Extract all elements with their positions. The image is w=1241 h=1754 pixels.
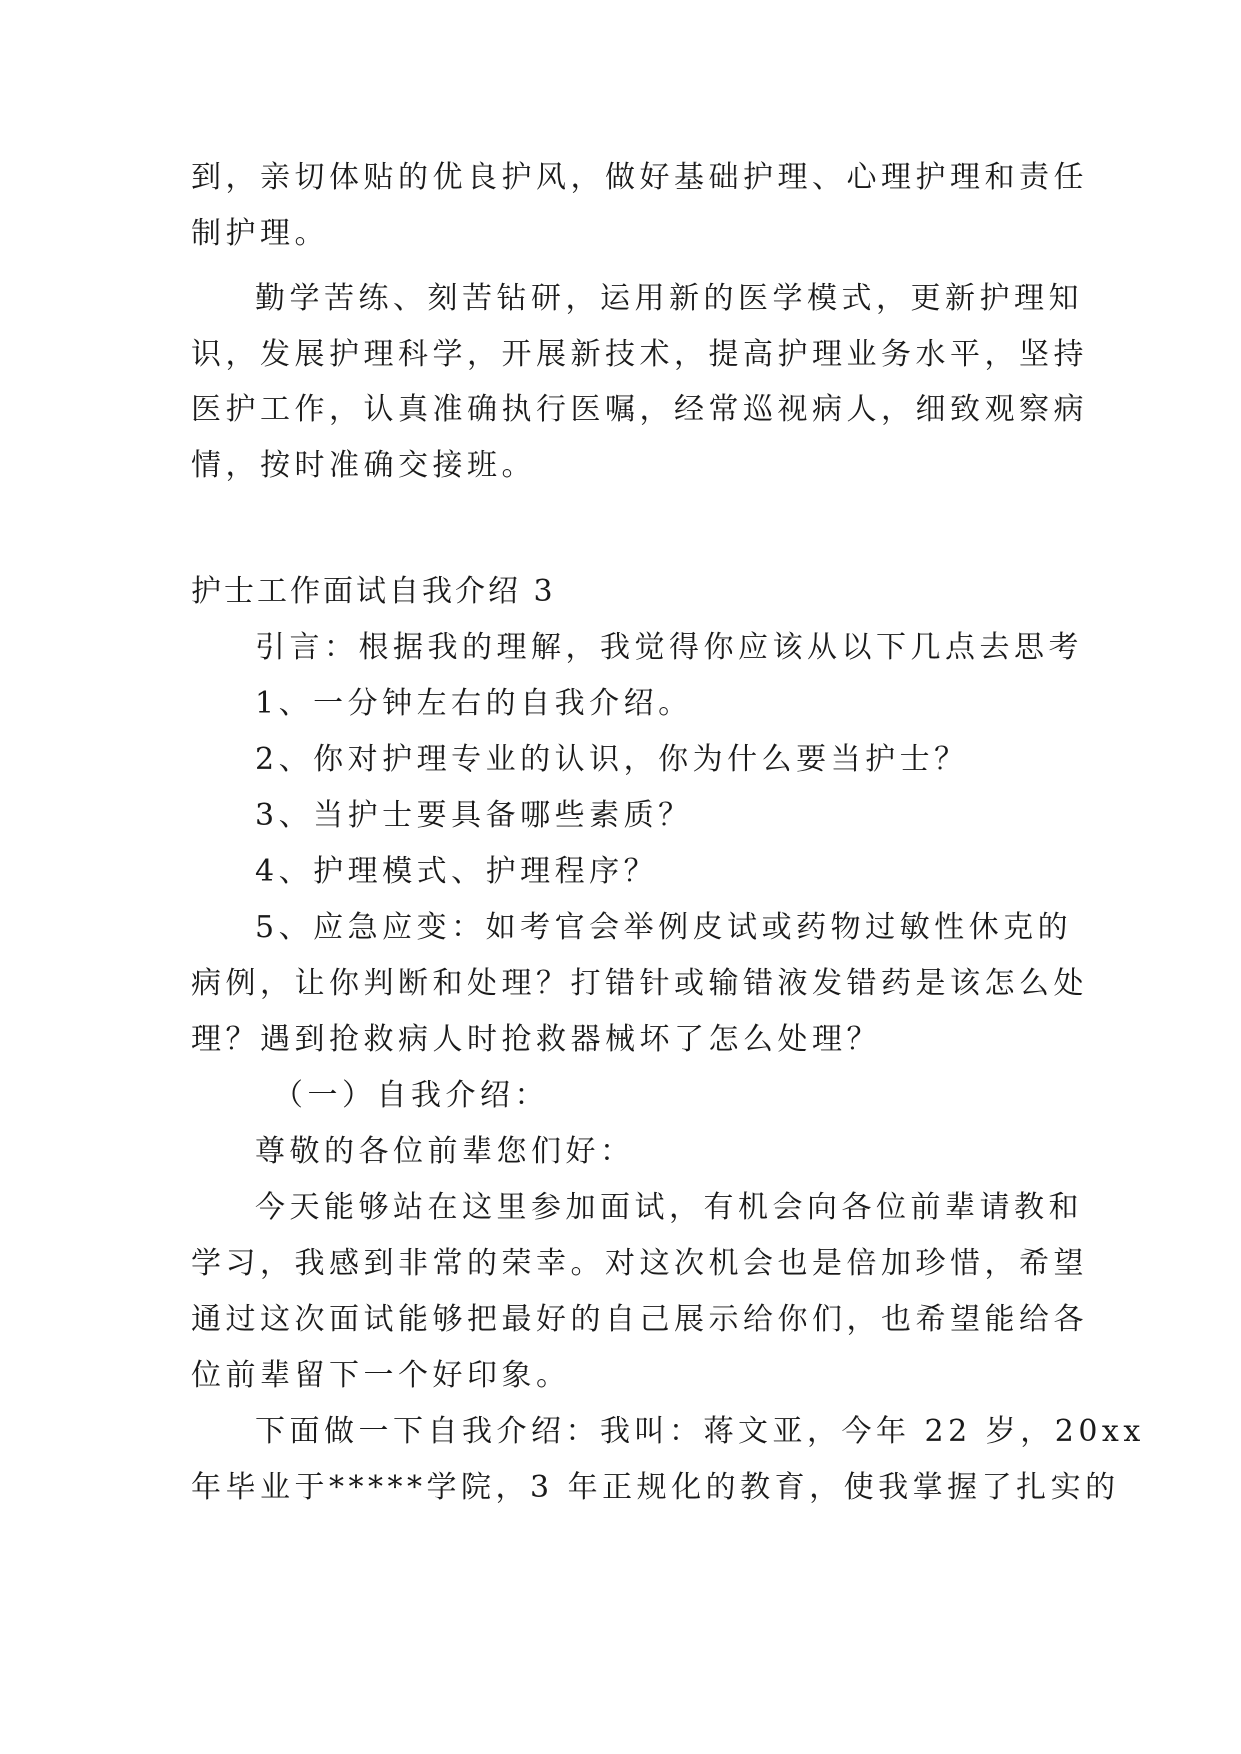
paragraph-line: 制护理。 [191, 216, 329, 251]
list-item: 4、护理模式、护理程序？ [255, 854, 659, 889]
paragraph-line: 引言：根据我的理解，我觉得你应该从以下几点去思考 [255, 630, 1083, 665]
paragraph-line: 下面做一下自我介绍：我叫：蒋文亚，今年 22 岁，20xx [255, 1414, 1145, 1449]
paragraph-line: 年毕业于*****学院，3 年正规化的教育，使我掌握了扎实的 [191, 1470, 1120, 1505]
salutation: 尊敬的各位前辈您们好： [255, 1134, 635, 1169]
section-heading: 护士工作面试自我介绍 3 [191, 574, 556, 609]
paragraph-line: 病例，让你判断和处理？打错针或输错液发错药是该怎么处 [191, 966, 1088, 1001]
paragraph-line: 位前辈留下一个好印象。 [191, 1358, 571, 1393]
paragraph-line: 理？遇到抢救病人时抢救器械坏了怎么处理？ [191, 1022, 881, 1057]
list-item: 1、一分钟左右的自我介绍。 [255, 686, 693, 721]
paragraph-line: 通过这次面试能够把最好的自己展示给你们，也希望能给各 [191, 1302, 1088, 1337]
paragraph-line: 到，亲切体贴的优良护风，做好基础护理、心理护理和责任 [191, 160, 1088, 195]
paragraph-line: 识，发展护理科学，开展新技术，提高护理业务水平，坚持 [191, 337, 1088, 372]
paragraph-line: 今天能够站在这里参加面试，有机会向各位前辈请教和 [255, 1190, 1083, 1225]
paragraph-line: 学习，我感到非常的荣幸。对这次机会也是倍加珍惜，希望 [191, 1246, 1088, 1281]
list-item: 3、当护士要具备哪些素质？ [255, 798, 693, 833]
list-item: 2、你对护理专业的认识，你为什么要当护士？ [255, 742, 969, 777]
paragraph-line: 情，按时准确交接班。 [191, 448, 536, 483]
paragraph-line: 勤学苦练、刻苦钻研，运用新的医学模式，更新护理知 [255, 281, 1083, 316]
subsection-heading: （一）自我介绍： [273, 1078, 549, 1113]
list-item: 5、应急应变：如考官会举例皮试或药物过敏性休克的 [255, 910, 1073, 945]
paragraph-line: 医护工作，认真准确执行医嘱，经常巡视病人，细致观察病 [191, 392, 1088, 427]
